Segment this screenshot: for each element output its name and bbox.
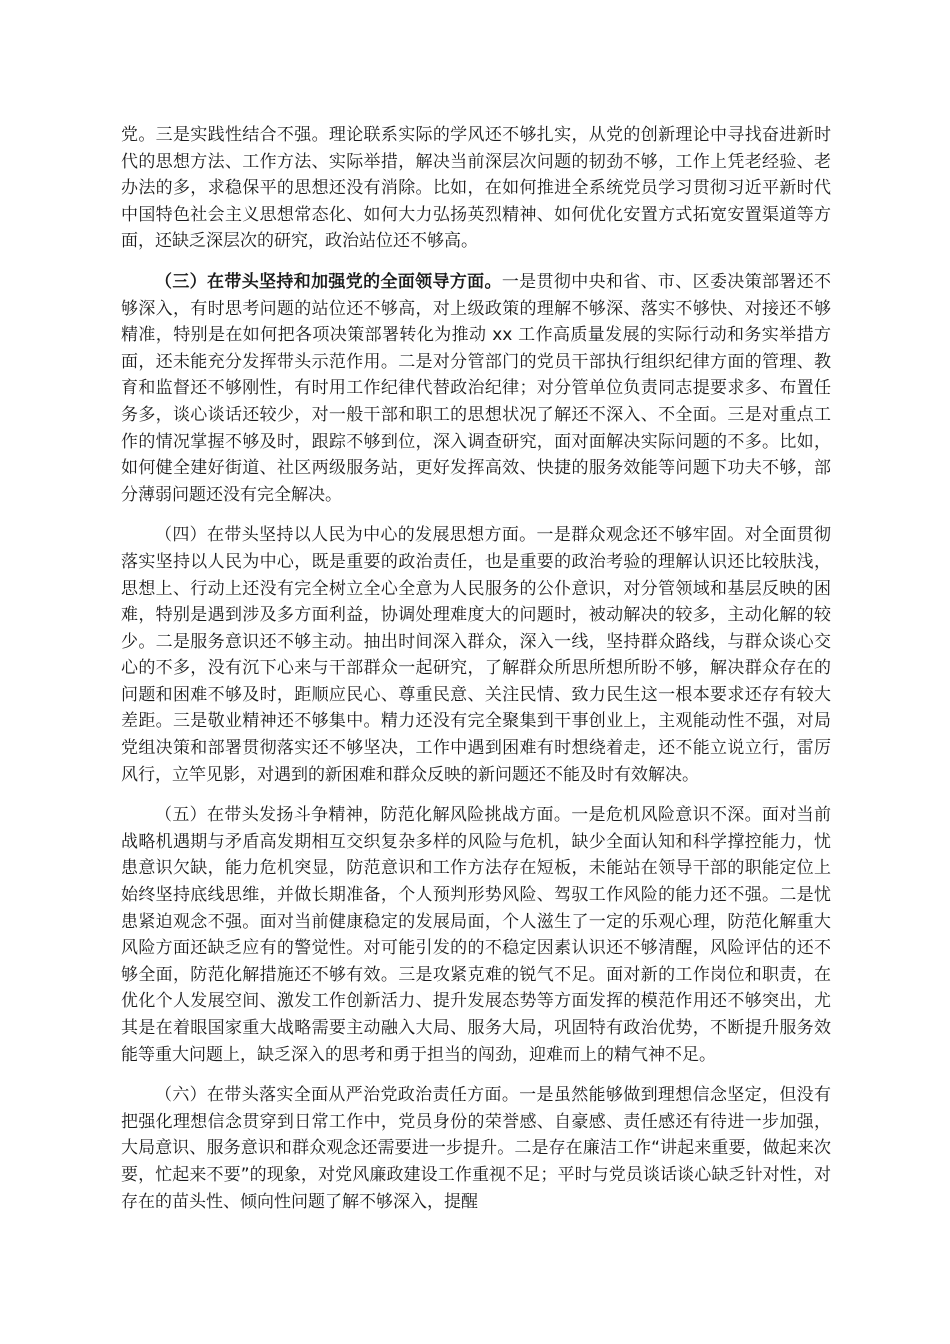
paragraph-section-5 xyxy=(121,802,831,1068)
paragraph-section-6 xyxy=(121,1082,831,1215)
paragraph-body: （六）在带头落实全面从严治党政治责任方面。一是虽然能够做到理想信念坚定，但没有把强化理想信念贯穿到日常工作中，党员身份的荣誉感、自豪感、责任感还有待进一步加强，大局意识、服务意识和群众观念还需要进一步提升。二是存在廉洁工作“讲起来重要，做起来次要，忙起来不要”的现象，对党风廉政建设工作重视不足；平时与党员谈话谈心缺乏针对性，对存在的苗头性、倾向性问题了解不够深入，提醒 xyxy=(121,1085,831,1212)
paragraph-body: （五）在带头发扬斗争精神，防范化解风险挑战方面。一是危机风险意识不深。面对当前战略机遇期与矛盾高发期相互交织复杂多样的风险与危机，缺少全面认知和科学撑控能力，忧患意识欠缺，能力危机突显，防范意识和工作方法存在短板，未能站在领导干部的职能定位上始终坚持底线思维，并做长期准备，个人预判形势风险、驾驭工作风险的能力还不强。二是忧患紧迫观念不强。面对当前健康稳定的发展局面，个人滋生了一定的乐观心理，防范化解重大风险方面还缺乏应有的警觉性。对可能引发的的不稳定因素认识还不够清醒，风险评估的还不够全面，防范化解措施还不够有效。三是攻紧克难的锐气不足。面对新的工作岗位和职责，在优化个人发展空间、激发工作创新活力、提升发展态势等方面发挥的模范作用还不够突出，尤其是在着眼国家重大战略需要主动融入大局、服务大局，巩固特有政治优势，不断提升服务效能等重大问题上，缺乏深入的思考和勇于担当的闯劲，迎难而上的精气神不足。 xyxy=(121,805,831,1065)
paragraph-body: 党。三是实践性结合不强。理论联系实际的学风还不够扎实，从党的创新理论中寻找奋进新时代的思想方法、工作方法、实际举措，解决当前深层次问题的韧劲不够，工作上凭老经验、老办法的多，求稳保平的思想还没有消除。比如，在如何推进全系统党员学习贯彻习近平新时代中国特色社会主义思想常态化、如何大力弘扬英烈精神、如何优化安置方式拓宽安置渠道等方面，还缺乏深层次的研究，政治站位还不够高。 xyxy=(121,125,831,252)
paragraph-section-4 xyxy=(121,522,831,788)
section-heading: （三）在带头坚持和加强党的全面领导方面。 xyxy=(155,271,502,292)
paragraph-body: 一是贯彻中央和省、市、区委决策部署还不够深入，有时思考问题的站位还不够高，对上级政策的理解不够深、落实不够快、对接还不够精准，特别是在如何把各项决策部署转化为推动 xx 工作高质量发展的实际行动和务实举措方面，还未能充分发挥带头示范作用。二是对分管部门的党员干部执行组织纪律方面的管理、教育和监督还不够刚性，有时用工作纪律代替政治纪律；对分管单位负责同志提要求多、布置任务多，谈心谈话还较少，对一般干部和职工的思想状况了解还不深入、不全面。三是对重点工作的情况掌握不够及时，跟踪不够到位，深入调查研究，面对面解决实际问题的不多。比如，如何健全建好街道、社区两级服务站，更好发挥高效、快捷的服务效能等问题下功夫不够，部分薄弱问题还没有完全解决。 xyxy=(121,271,832,505)
document-page xyxy=(121,122,831,1229)
paragraph-body: （四）在带头坚持以人民为中心的发展思想方面。一是群众观念还不够牢固。对全面贯彻落实坚持以人民为中心，既是重要的政治责任，也是重要的政治考验的理解认识还比较肤浅，思想上、行动上还没有完全树立全心全意为人民服务的公仆意识，对分管领域和基层反映的困难，特别是遇到涉及多方面利益，协调处理难度大的问题时，被动解决的较多，主动化解的较少。二是服务意识还不够主动。抽出时间深入群众，深入一线，坚持群众路线，与群众谈心交心的不多，没有沉下心来与干部群众一起研究，了解群众所思所想所盼不够，解决群众存在的问题和困难不够及时，距顺应民心、尊重民意、关注民情、致力民生这一根本要求还存有较大差距。三是敬业精神还不够集中。精力还没有完全聚集到干事创业上，主观能动性不强，对局党组决策和部署贯彻落实还不够坚决，工作中遇到困难有时想绕着走，还不能立说立行，雷厉风行，立竿见影，对遇到的新困难和群众反映的新问题还不能及时有效解决。 xyxy=(121,525,831,785)
paragraph-continuation xyxy=(121,122,831,255)
paragraph-section-3 xyxy=(121,269,831,508)
